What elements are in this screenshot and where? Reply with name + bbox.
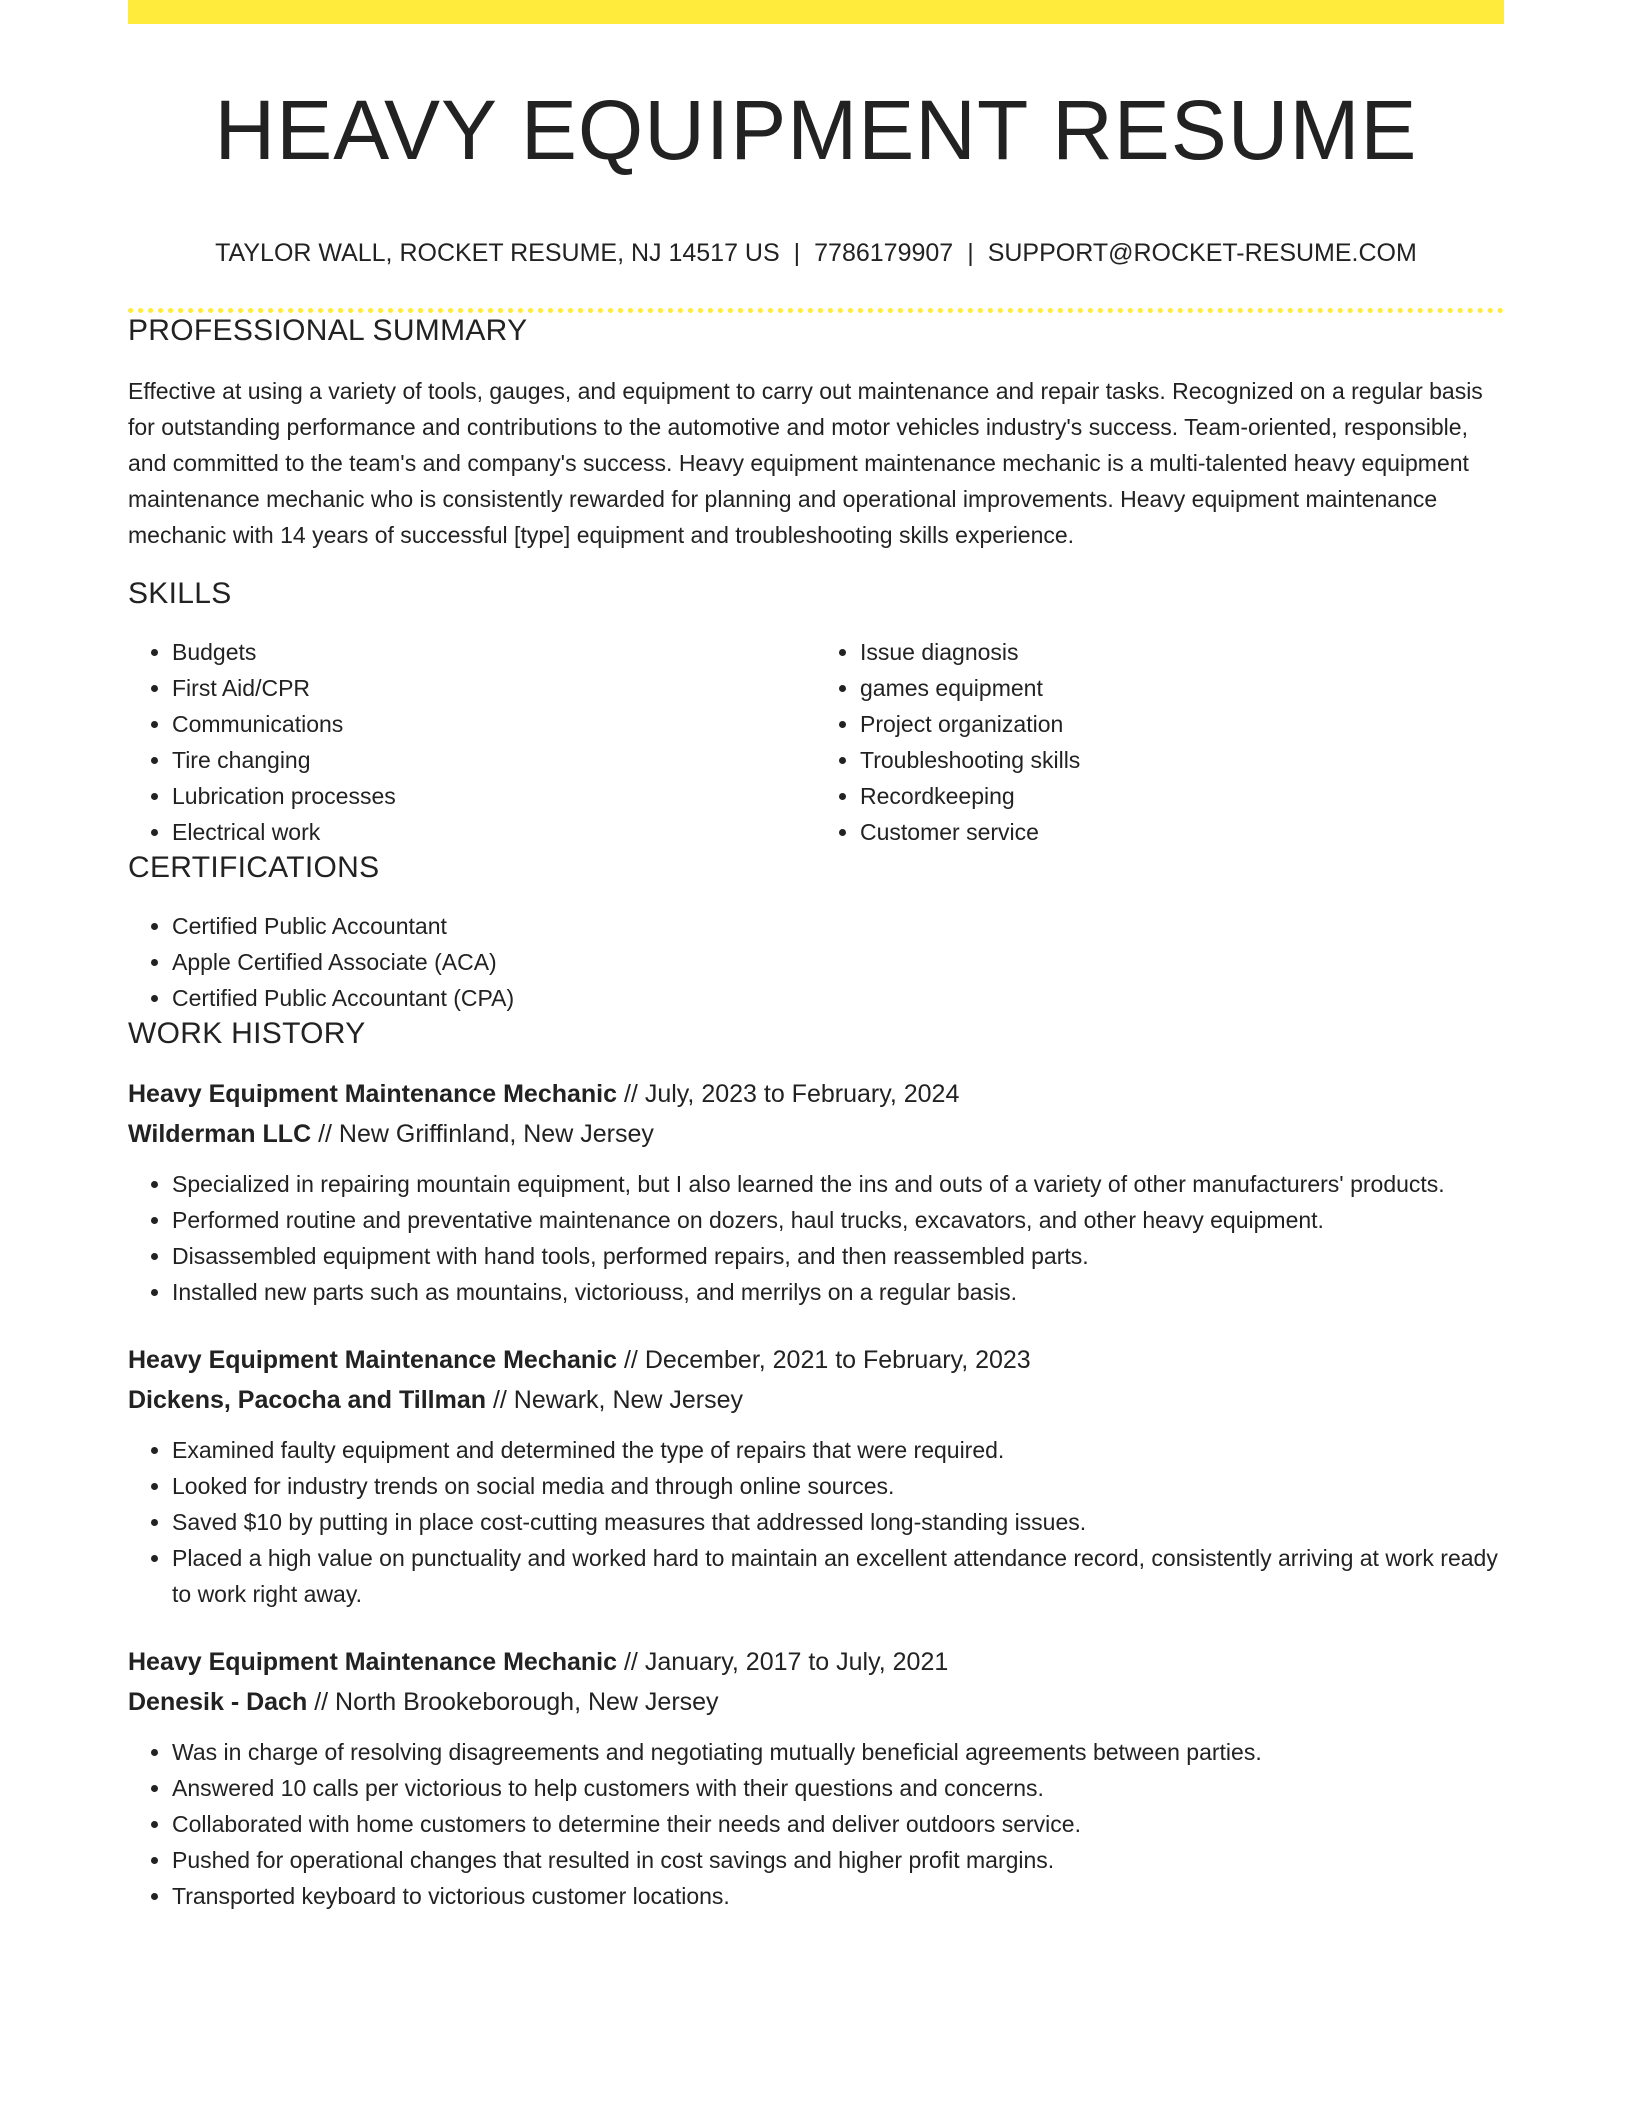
certification-item: • Certified Public Accountant (CPA) (172, 980, 1504, 1016)
skill-item: • Budgets (172, 634, 816, 670)
skill-item: • Troubleshooting skills (860, 742, 1504, 778)
job-dates: // December, 2021 to February, 2023 (623, 1346, 1031, 1374)
job-title: Heavy Equipment Maintenance Mechanic (128, 1346, 618, 1374)
skill-item: • Lubrication processes (172, 778, 816, 814)
skills-column-right (816, 634, 1504, 850)
job-bullet: • Examined faulty equipment and determined the type of repairs that were required. (172, 1432, 1504, 1468)
skills-list (128, 634, 1504, 850)
job-title: Heavy Equipment Maintenance Mechanic (128, 1648, 618, 1676)
skill-item: • Electrical work (172, 814, 816, 850)
job-location: // Newark, New Jersey (492, 1386, 744, 1414)
job-company: Dickens, Pacocha and Tillman (128, 1386, 487, 1414)
job-company: Wilderman LLC (128, 1120, 312, 1148)
summary-heading: PROFESSIONAL SUMMARY (128, 314, 528, 347)
job-title-line (128, 1340, 1504, 1380)
skill-item: • Communications (172, 706, 816, 742)
job-dates: // January, 2017 to July, 2021 (623, 1648, 949, 1676)
job-bullet: • Saved $10 by putting in place cost-cutting measures that addressed long-standing issues. (172, 1504, 1504, 1540)
contact-separator: | (967, 239, 974, 267)
job-bullets (128, 1734, 1504, 1914)
skills-column-left (128, 634, 816, 850)
job-entry (128, 1074, 1504, 1310)
skill-item: • Issue diagnosis (860, 634, 1504, 670)
contact-email: SUPPORT@ROCKET-RESUME.COM (987, 239, 1417, 267)
skills-heading: SKILLS (128, 577, 232, 610)
skill-item: • Tire changing (172, 742, 816, 778)
job-entry (128, 1642, 1504, 1914)
resume-title: HEAVY EQUIPMENT RESUME (214, 83, 1418, 177)
job-bullet: • Placed a high value on punctuality and worked hard to maintain an excellent attendance record, consistently arriving at work ready to work right away. (172, 1540, 1504, 1612)
job-company-line (128, 1380, 1504, 1420)
job-bullet: • Disassembled equipment with hand tools, performed repairs, and then reassembled parts. (172, 1238, 1504, 1274)
job-company-line (128, 1682, 1504, 1722)
skill-item: • Customer service (860, 814, 1504, 850)
certifications-heading: CERTIFICATIONS (128, 851, 380, 884)
certification-item: • Apple Certified Associate (ACA) (172, 944, 1504, 980)
job-bullet: • Transported keyboard to victorious customer locations. (172, 1878, 1504, 1914)
job-entry (128, 1340, 1504, 1612)
accent-bar (128, 0, 1504, 24)
work-history-heading: WORK HISTORY (128, 1017, 366, 1050)
job-dates: // July, 2023 to February, 2024 (623, 1080, 960, 1108)
contact-separator: | (793, 239, 801, 267)
skill-item: • First Aid/CPR (172, 670, 816, 706)
job-bullets (128, 1432, 1504, 1612)
summary-text: Effective at using a variety of tools, gauges, and equipment to carry out maintenance and repair tasks. Recognized on a regular basis for outstanding performance and contributions to the automotive and motor vehicles industry's success. Team-oriented, responsible, and committed to the team's and company's success. Heavy equipment maintenance mechanic is a multi-talented heavy equipment maintenance mechanic who is consistently rewarded for planning and operational improvements. Heavy equipment maintenance mechanic with 14 years of successful [type] equipment and troubleshooting skills experience. (128, 378, 1483, 548)
job-bullet: • Installed new parts such as mountains, victoriouss, and merrilys on a regular basis. (172, 1274, 1504, 1310)
skill-item: • games equipment (860, 670, 1504, 706)
resume-page (128, 0, 1504, 1914)
contact-phone: 7786179907 (814, 239, 954, 267)
job-bullet: • Specialized in repairing mountain equipment, but I also learned the ins and outs of a variety of other manufacturers' products. (172, 1166, 1504, 1202)
skill-item: • Recordkeeping (860, 778, 1504, 814)
skill-item: • Project organization (860, 706, 1504, 742)
job-bullet: • Answered 10 calls per victorious to help customers with their questions and concerns. (172, 1770, 1504, 1806)
certification-item: • Certified Public Accountant (172, 908, 1504, 944)
job-company: Denesik - Dach (128, 1688, 308, 1716)
job-title: Heavy Equipment Maintenance Mechanic (128, 1080, 618, 1108)
job-title-line (128, 1642, 1504, 1682)
certifications-list (128, 908, 1504, 1016)
job-bullets (128, 1166, 1504, 1310)
job-location: // North Brookeborough, New Jersey (314, 1688, 719, 1716)
job-bullet: • Pushed for operational changes that resulted in cost savings and higher profit margins. (172, 1842, 1504, 1878)
job-title-line (128, 1074, 1504, 1114)
contact-line (128, 238, 1504, 268)
job-bullet: • Performed routine and preventative maintenance on dozers, haul trucks, excavators, and other heavy equipment. (172, 1202, 1504, 1238)
job-location: // New Griffinland, New Jersey (318, 1120, 654, 1148)
job-bullet: • Collaborated with home customers to determine their needs and deliver outdoors service. (172, 1806, 1504, 1842)
job-company-line (128, 1114, 1504, 1154)
job-bullet: • Was in charge of resolving disagreements and negotiating mutually beneficial agreements between parties. (172, 1734, 1504, 1770)
job-bullet: • Looked for industry trends on social media and through online sources. (172, 1468, 1504, 1504)
contact-address: TAYLOR WALL, ROCKET RESUME, NJ 14517 US (215, 239, 780, 267)
